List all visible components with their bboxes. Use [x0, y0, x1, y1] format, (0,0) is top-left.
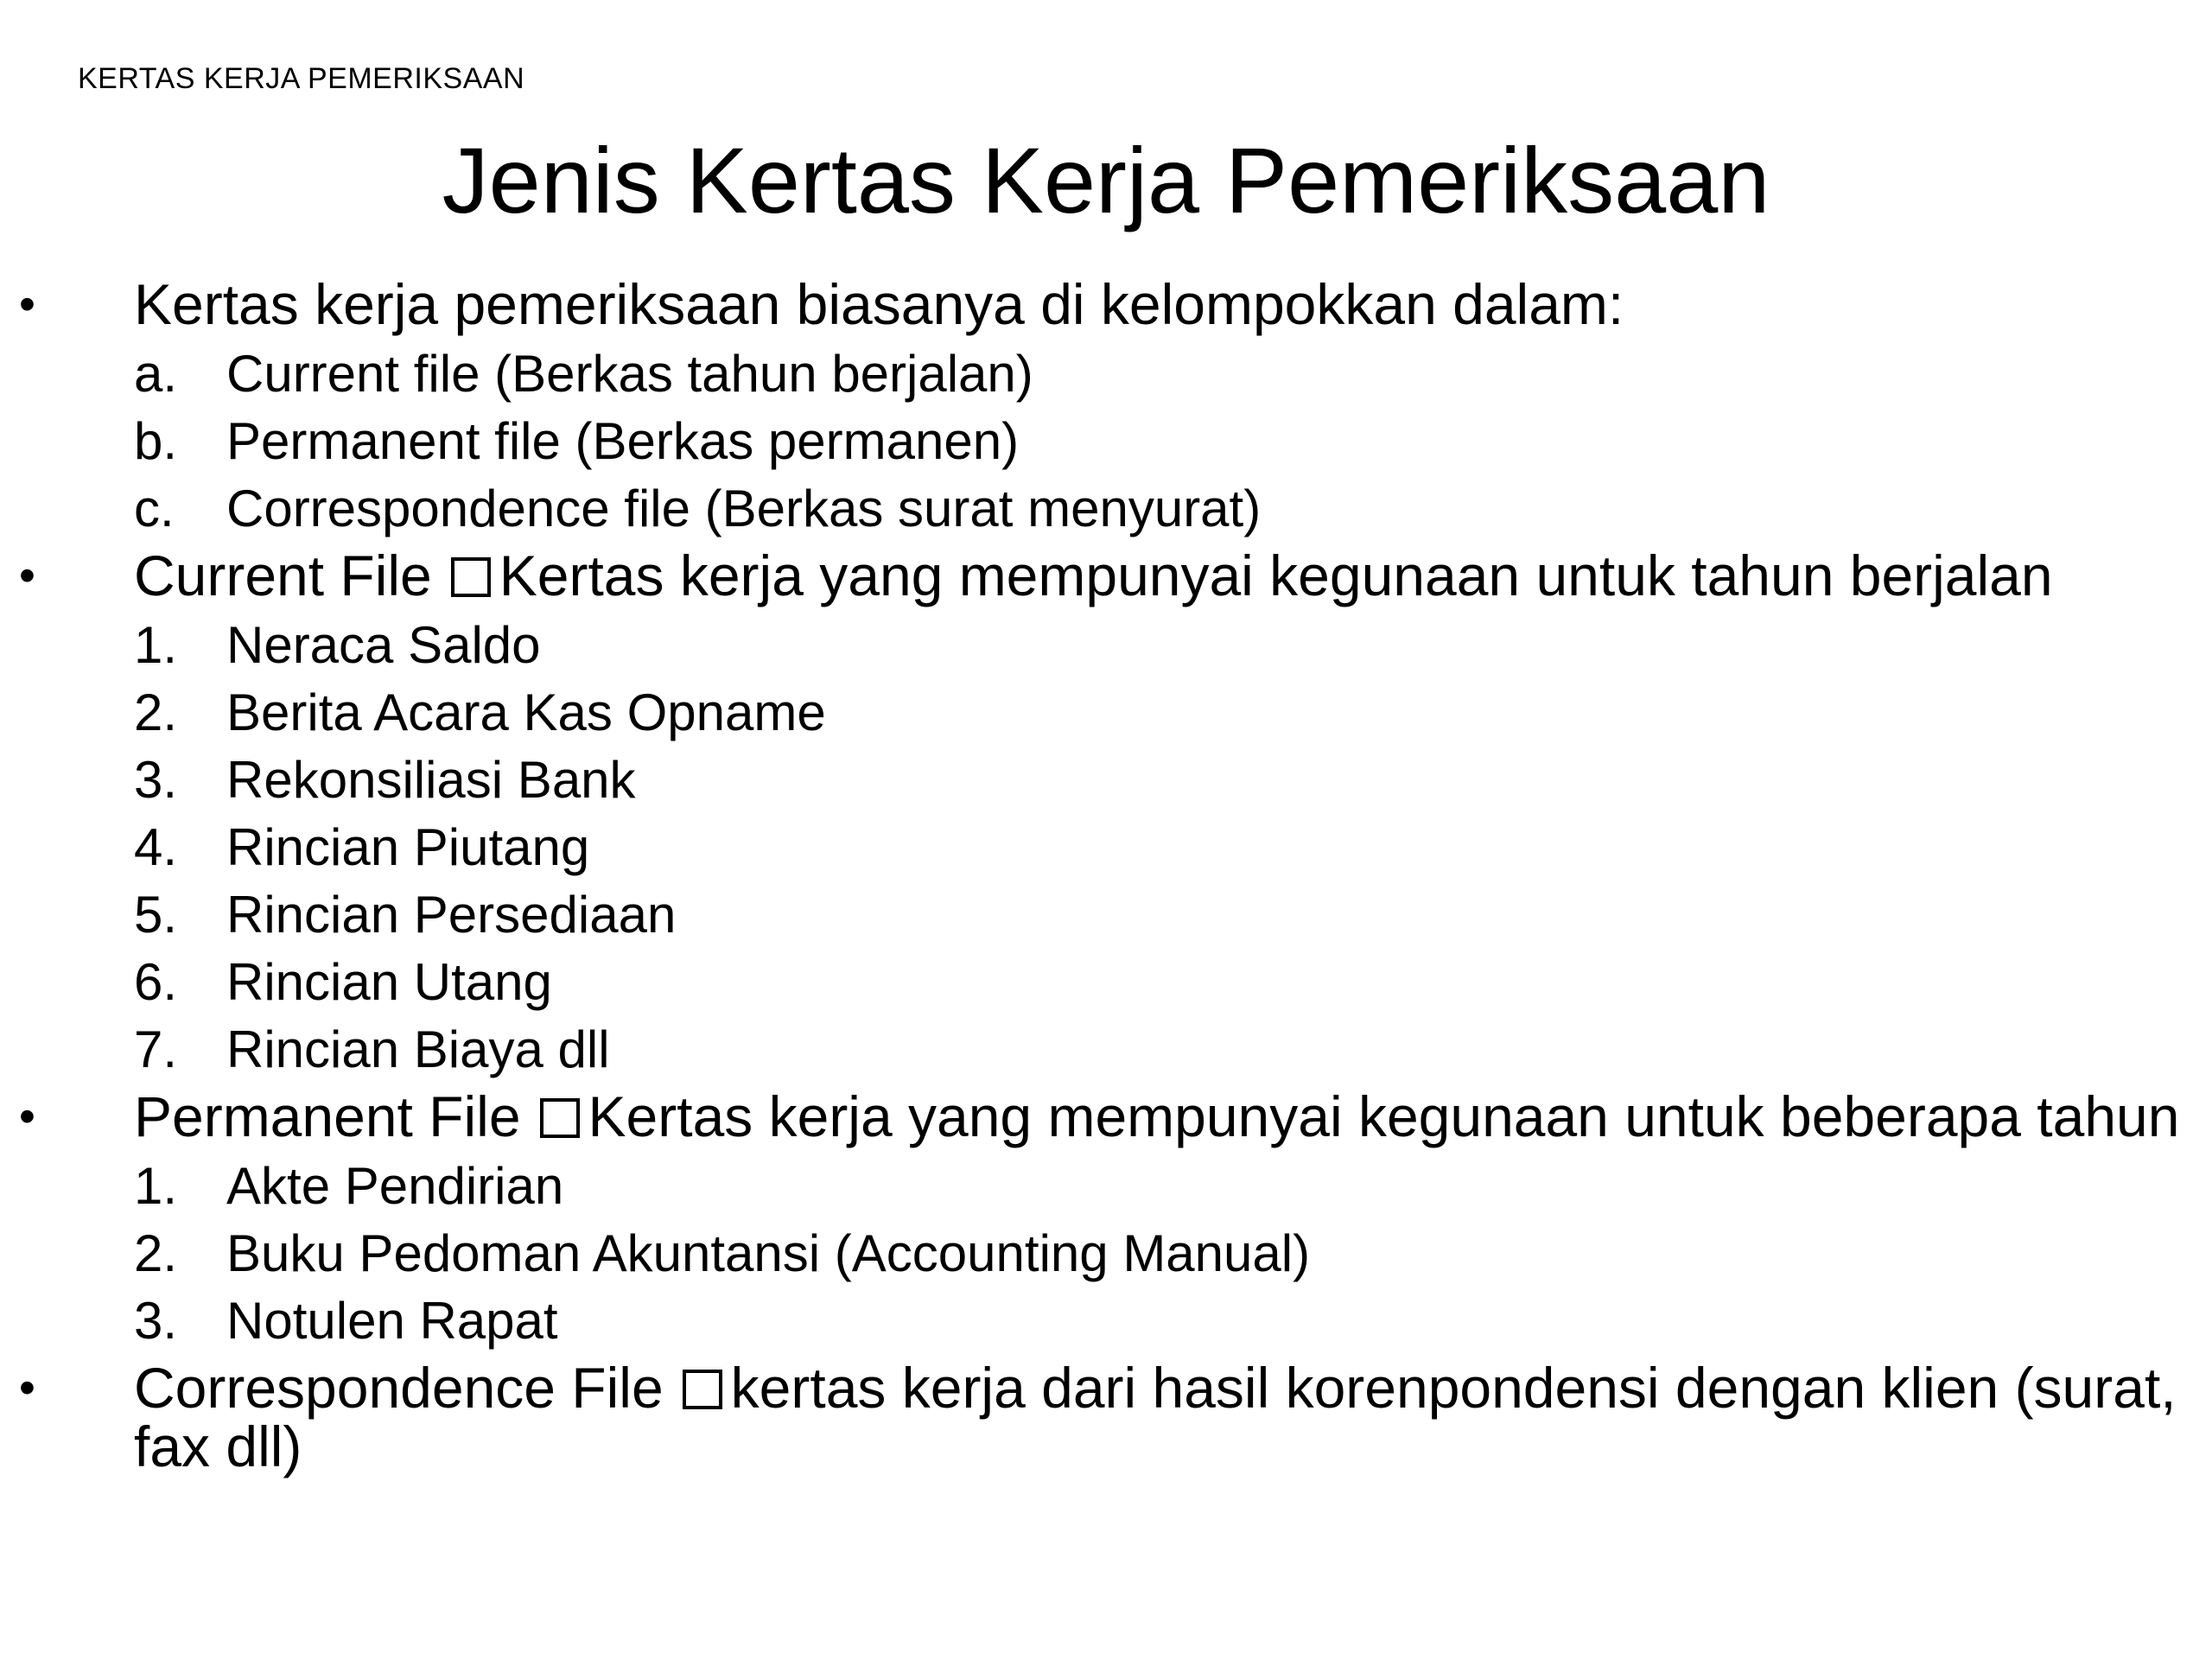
list-item — [0, 679, 2212, 747]
list-item — [0, 612, 2212, 679]
list-marker: 1. — [134, 616, 178, 674]
list-item — [0, 1016, 2212, 1084]
checkbox-icon — [683, 1370, 722, 1409]
bullet-dot: • — [19, 550, 35, 601]
list-item — [0, 408, 2212, 475]
list-item-text: Rincian Utang — [226, 953, 552, 1011]
list-marker: 2. — [134, 1224, 178, 1282]
bullet-correspondence-file — [0, 1358, 2212, 1476]
list-marker: a. — [134, 345, 178, 403]
bullet-current-file — [0, 543, 2212, 1084]
bullet-text: Kertas kerja pemeriksaan biasanya di kelompokkan dalam: — [134, 272, 1624, 336]
list-marker: 4. — [134, 818, 178, 876]
list-item-text: Rincian Piutang — [226, 818, 590, 876]
list-item — [0, 340, 2212, 408]
bullet-text: Kertas kerja yang mempunyai kegunaan untuk tahun berjalan — [499, 543, 2053, 607]
checkbox-icon — [540, 1098, 580, 1138]
list-marker: 5. — [134, 886, 178, 944]
checkbox-icon — [451, 557, 491, 597]
bullet-line — [0, 1358, 2190, 1476]
list-item — [0, 1220, 2212, 1287]
list-item-text: Akte Pendirian — [226, 1157, 564, 1215]
bullet-term: Current File — [134, 543, 432, 607]
list-item-text: Permanent file (Berkas permanen) — [226, 412, 1020, 470]
bullet-dot: • — [19, 1362, 35, 1414]
bullet-line — [0, 543, 2190, 607]
list-marker: c. — [134, 480, 175, 537]
bullet-text: kertas kerja dari hasil korenpondensi dengan klien (surat, fax dll) — [134, 1356, 2177, 1478]
list-item-text: Neraca Saldo — [226, 616, 541, 674]
bullet-text: Kertas kerja yang mempunyai kegunaan untuk beberapa tahun — [588, 1084, 2180, 1148]
list-marker: b. — [134, 412, 178, 470]
sub-list — [0, 1153, 2212, 1355]
list-item-text: Rincian Persediaan — [226, 886, 677, 944]
list-marker: 6. — [134, 953, 178, 1011]
bullet-dot: • — [19, 278, 35, 330]
list-item — [0, 814, 2212, 881]
slide-title: Jenis Kertas Kerja Pemeriksaan — [442, 128, 1770, 232]
list-item-text: Notulen Rapat — [226, 1292, 558, 1350]
list-item-text: Berita Acara Kas Opname — [226, 683, 826, 741]
list-item — [0, 1153, 2212, 1220]
sub-list — [0, 612, 2212, 1084]
bullet-dot: • — [19, 1090, 35, 1142]
list-item — [0, 475, 2212, 543]
bullet-term: Permanent File — [134, 1084, 521, 1148]
bullet-line — [0, 1084, 2190, 1148]
bullet-permanent-file — [0, 1084, 2212, 1355]
list-item — [0, 747, 2212, 814]
list-item — [0, 949, 2212, 1016]
sub-list — [0, 340, 2212, 543]
list-item-text: Correspondence file (Berkas surat menyurat) — [226, 480, 1262, 537]
list-item — [0, 1287, 2212, 1355]
list-marker: 3. — [134, 1292, 178, 1350]
list-item-text: Current file (Berkas tahun berjalan) — [226, 345, 1033, 403]
list-marker: 2. — [134, 683, 178, 741]
list-item-text: Buku Pedoman Akuntansi (Accounting Manual) — [226, 1224, 1311, 1282]
slide-content — [0, 272, 2212, 1478]
bullet-line — [0, 272, 2190, 336]
list-item — [0, 881, 2212, 949]
list-marker: 7. — [134, 1020, 178, 1078]
bullet-groups-intro — [0, 272, 2212, 543]
list-item-text: Rincian Biaya dll — [226, 1020, 610, 1078]
list-marker: 1. — [134, 1157, 178, 1215]
bullet-term: Correspondence File — [134, 1356, 664, 1420]
header-label: KERTAS KERJA PEMERIKSAAN — [78, 62, 525, 95]
list-marker: 3. — [134, 751, 178, 809]
list-item-text: Rekonsiliasi Bank — [226, 751, 636, 809]
